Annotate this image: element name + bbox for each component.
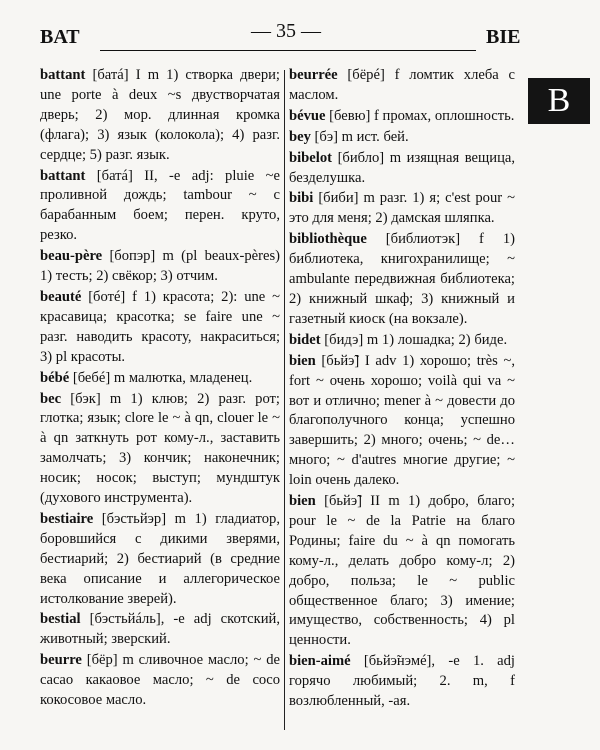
dictionary-entry: [40, 369, 280, 389]
definition: [биби] m разг. 1) я; c'est pour ~ это для меня; 2) дамская шляпка.: [289, 190, 515, 227]
headword: bien: [289, 352, 316, 369]
dictionary-entry: [40, 247, 280, 287]
definition: [бьйэ̃] II m 1) добро, благо; pour le ~ de la Patrie на благо Родины; faire du ~ à qn помогать кому-л., делать добро кому-л; 2) добро, польза; le ~ public общественное благо; 3) имение; имущество, собственность; 4) pl ценности.: [289, 493, 515, 649]
dictionary-entry: [289, 128, 515, 148]
definition: [ботé] f 1) красота; 2): une ~ красавица; красотка; se faire une ~ разг. наводить красоту, накраситься; 3) pl красоты.: [40, 288, 280, 365]
headword: battant: [40, 67, 86, 83]
definition: [бэстьйáль], -e adj скотский, животный; зверский.: [40, 611, 280, 648]
dictionary-entry: [40, 167, 280, 247]
letter-thumb-tab: B: [528, 78, 590, 124]
column-divider: [284, 70, 285, 730]
dictionary-entry: [40, 510, 280, 610]
headword: beau-père: [40, 248, 103, 265]
headword: bidet: [289, 331, 321, 348]
definition: [батá] II, -e adj: pluie ~e проливной дождь; tambour ~ с барабанным боем; перен. круто, резко.: [40, 167, 280, 244]
dictionary-entry: [40, 288, 280, 368]
definition: [бидэ] m 1) лошадка; 2) биде.: [324, 331, 508, 348]
left-guide-word: BAT: [40, 26, 80, 48]
definition: [бебé] m малютка, младенец.: [72, 369, 253, 386]
headword: bébé: [40, 369, 70, 386]
headword: bévue: [289, 107, 326, 124]
definition: [бэстьйэр] m 1) гладиатор, боровшийся с дикими зверями, бестиарий; 2) бестиарий (в средние века описание и аллегорическое истолкование зверей).: [40, 510, 280, 607]
definition: [бьйэ̃нэмé], -e 1. adj горячо любимый; 2. m, f возлюбленный, -ая.: [289, 653, 515, 710]
dictionary-entry: [40, 610, 280, 650]
right-guide-word: BIE: [486, 26, 521, 48]
dictionary-entry: [289, 107, 515, 127]
dictionary-entry: [289, 149, 515, 189]
headword: battant: [40, 167, 86, 184]
dictionary-entry: [289, 492, 515, 651]
dictionary-entry: [289, 189, 515, 229]
dictionary-entry: [289, 652, 515, 712]
headword: beurre: [40, 652, 82, 669]
definition: [бэ] m ист. бей.: [314, 128, 409, 145]
definition: [бэк] m 1) клюв; 2) разг. рот; глотка; язык; clore le ~ à qn, clouer le ~ à qn заткнуть рот кому-л., заставить замолчать; 3) кончик; наконечник; носик; носок; выступ; мундштук (духового инструмента).: [40, 390, 280, 507]
definition: [бёр] m сливочное масло; ~ de cacao какаовое масло; ~ de coco кокосовое масло.: [40, 652, 280, 709]
dictionary-entry: [40, 390, 280, 509]
definition: [библо] m изящная вещица, безделушка.: [289, 149, 515, 186]
headword: bestiaire: [40, 510, 94, 527]
right-column: [289, 66, 515, 713]
headword: bibi: [289, 190, 314, 207]
page-header: [0, 0, 600, 70]
headword: beurrée: [289, 67, 338, 83]
definition: [бевю] f промах, оплошность.: [329, 107, 515, 124]
definition: [батá] I m 1) створка двери; une porte à deux ~s двустворчатая дверь; 2) мор. длинная кромка (флага); 3) язык (колокола); 4) разг. сердце; 5) разг. язык.: [40, 67, 280, 163]
definition: [библиотэк] f 1) библиотека, книгохранилище; ~ ambulante передвижная библиотека; 2) книжный шкаф; 3) книжный и газетный киоск (на вокзале).: [289, 231, 515, 327]
dictionary-entry: [40, 651, 280, 711]
definition: [бёрé] f ломтик хлеба с маслом.: [289, 67, 515, 103]
headword: beauté: [40, 288, 82, 305]
dictionary-entry: [289, 66, 515, 106]
headword: bibliothèque: [289, 231, 367, 248]
headword: bien: [289, 493, 316, 510]
dictionary-entry: [289, 230, 515, 330]
page-number: — 35 —: [251, 20, 321, 42]
headword: bibelot: [289, 149, 332, 166]
dictionary-entry: [289, 331, 515, 351]
definition: [бьйэ̃] I adv 1) хорошо; très ~, fort ~ очень хорошо; voilà qui va ~ вот и отлично; mener à ~ довести до благополучного конца; успешно завершить; 2) много; очень; ~ de… много; ~ d'autres многие другие; ~ loin очень далеко.: [289, 352, 515, 489]
left-column: [40, 66, 280, 712]
dictionary-entry: [40, 66, 280, 166]
headword: bey: [289, 128, 311, 145]
header-rule: [100, 50, 476, 51]
headword: bien-aimé: [289, 653, 351, 670]
definition: [бопэр] m (pl beaux-pères) 1) тесть; 2) свёкор; 3) отчим.: [40, 248, 280, 285]
headword: bestial: [40, 611, 81, 628]
dictionary-entry: [289, 352, 515, 491]
headword: bec: [40, 390, 62, 407]
